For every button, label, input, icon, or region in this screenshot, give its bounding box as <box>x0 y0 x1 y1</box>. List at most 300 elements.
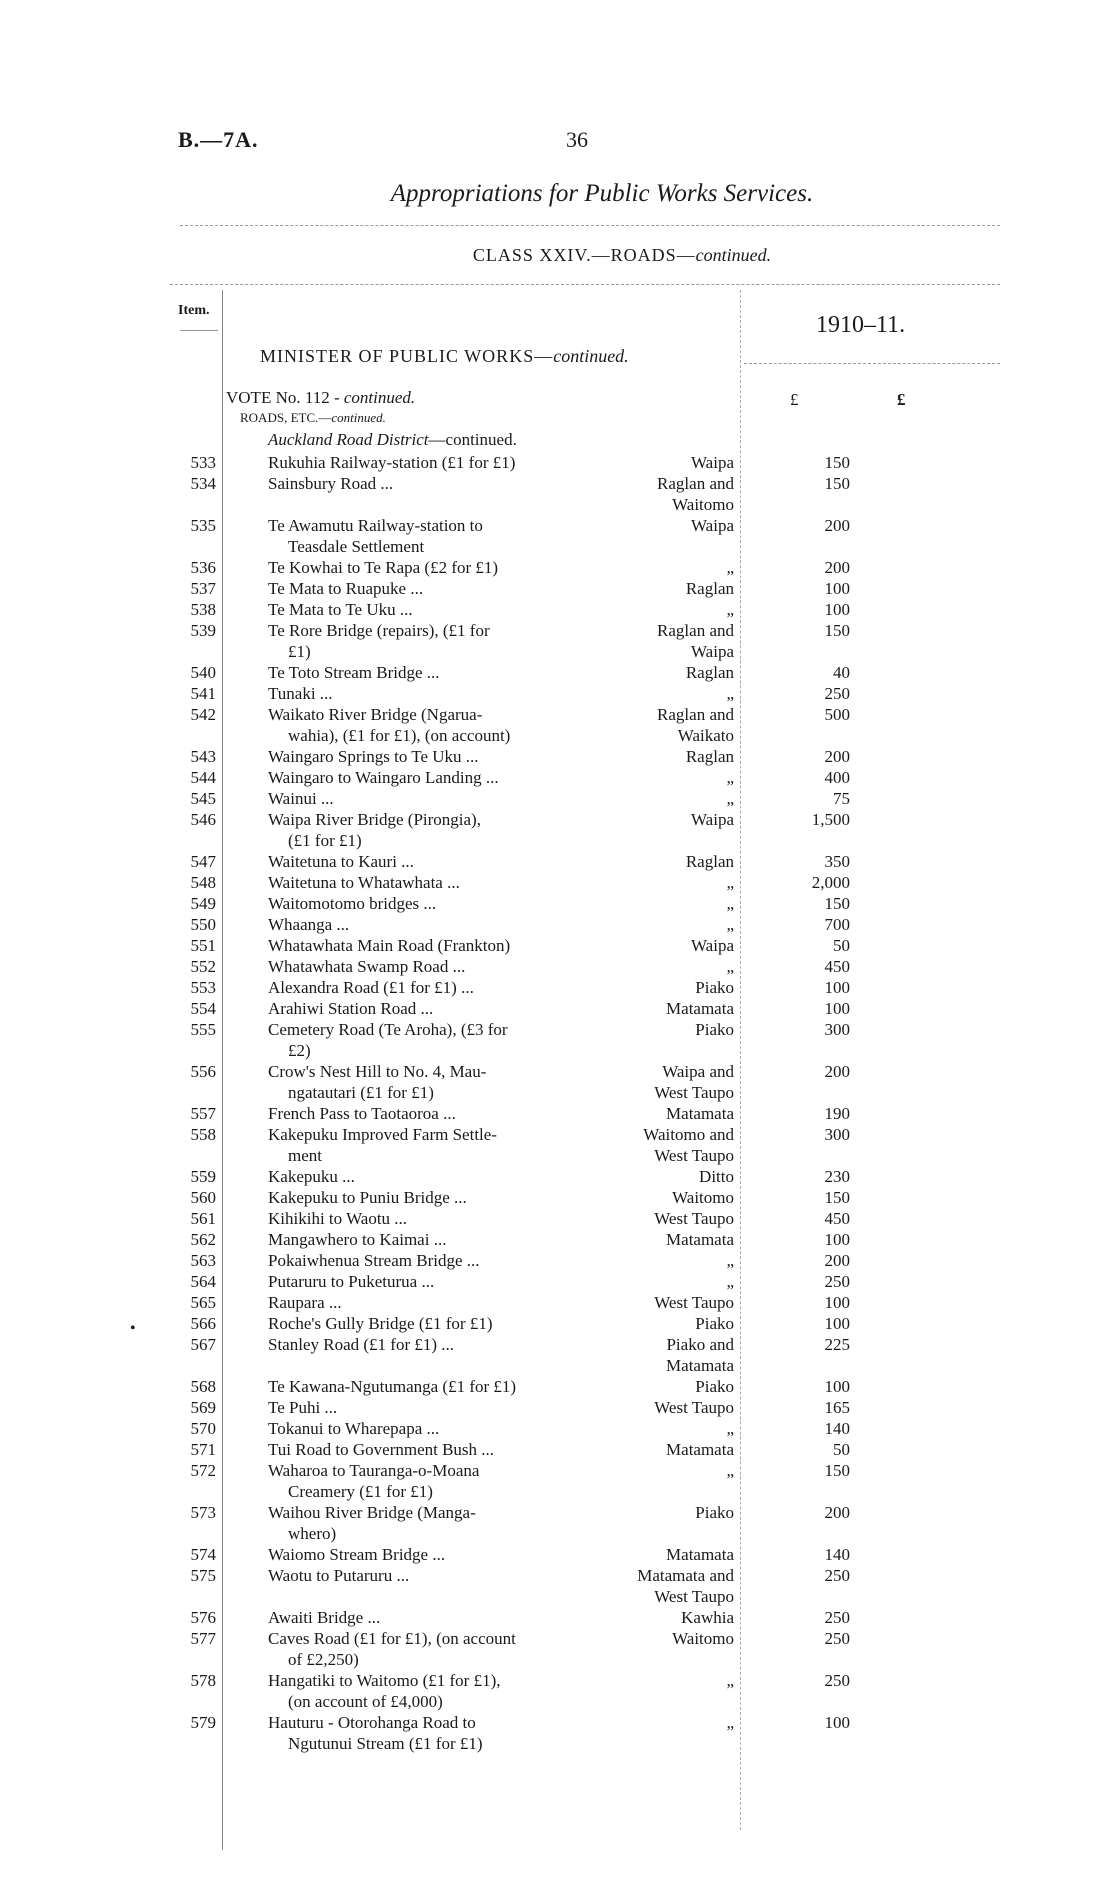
item-number: 568 <box>190 1377 216 1396</box>
electoral-district-line: West Taupo <box>654 1398 734 1417</box>
road-name-line: Hangatiki to Waitomo (£1 for £1), <box>268 1671 501 1690</box>
amount: 250 <box>824 1272 850 1291</box>
road-name <box>268 1418 586 1439</box>
table-row <box>0 893 1114 914</box>
road-name-line: Waingaro to Waingaro Landing ... <box>268 768 499 787</box>
road-name <box>268 851 586 872</box>
electoral-district <box>594 1334 734 1376</box>
table-row <box>0 788 1114 809</box>
road-name-line: ment <box>288 1146 322 1165</box>
item-number: 565 <box>190 1293 216 1312</box>
road-name-line: Cemetery Road (Te Aroha), (£3 for <box>268 1020 508 1039</box>
amount: 40 <box>833 663 850 682</box>
road-name-line: Raupara ... <box>268 1293 342 1312</box>
electoral-district-line: Kawhia <box>681 1608 734 1627</box>
page-title: Appropriations for Public Works Services. <box>390 180 814 207</box>
amount: 700 <box>824 915 850 934</box>
vote-label: VOTE No. 112 - <box>226 388 344 407</box>
table-top-rule <box>170 284 1000 285</box>
table-row <box>0 1607 1114 1628</box>
amount: 250 <box>824 1566 850 1585</box>
item-number: 578 <box>190 1671 216 1690</box>
item-number: 555 <box>190 1020 216 1039</box>
table-row <box>0 935 1114 956</box>
table-row <box>0 851 1114 872</box>
item-number: 559 <box>190 1167 216 1186</box>
road-name <box>268 1313 586 1334</box>
road-name-line: £1) <box>288 642 311 661</box>
road-name <box>268 1670 586 1712</box>
road-name-line: Wainui ... <box>268 789 334 808</box>
electoral-district <box>594 872 734 893</box>
title-rule <box>180 225 1000 226</box>
electoral-district <box>594 1208 734 1229</box>
table-row <box>0 1544 1114 1565</box>
amount: 200 <box>824 1251 850 1270</box>
road-name-line: French Pass to Taotaoroa ... <box>268 1104 456 1123</box>
electoral-district-line: „ <box>726 768 734 787</box>
item-number: 572 <box>190 1461 216 1480</box>
road-name-line: Kakepuku Improved Farm Settle- <box>268 1125 497 1144</box>
item-number: 556 <box>190 1062 216 1081</box>
amount: 500 <box>824 705 850 724</box>
amount: 200 <box>824 747 850 766</box>
electoral-district <box>594 1397 734 1418</box>
electoral-district-line: Matamata <box>666 1356 734 1375</box>
minister-continued: continued. <box>553 346 629 366</box>
electoral-district <box>594 1061 734 1103</box>
district-label: Auckland Road District <box>268 430 429 449</box>
class-label: CLASS XXIV.—ROADS— <box>472 245 696 265</box>
table-row <box>0 872 1114 893</box>
road-name-line: Ngutunui Stream (£1 for £1) <box>288 1734 483 1753</box>
road-name-line: Waitomotomo bridges ... <box>268 894 437 913</box>
table-row <box>0 1103 1114 1124</box>
item-number: 567 <box>190 1335 216 1354</box>
road-name-line: Kakepuku to Puniu Bridge ... <box>268 1188 467 1207</box>
table-row <box>0 662 1114 683</box>
road-name-line: Kihikihi to Waotu ... <box>268 1209 408 1228</box>
year-heading-underline <box>744 363 1000 364</box>
electoral-district <box>594 1544 734 1565</box>
road-name-line: Putaruru to Puketurua ... <box>268 1272 435 1291</box>
amount: 100 <box>824 1293 850 1312</box>
table-row <box>0 704 1114 746</box>
electoral-district-line: Raglan and <box>657 705 734 724</box>
road-name-line: Mangawhero to Kaimai ... <box>268 1230 447 1249</box>
item-heading-underline <box>180 330 218 331</box>
amount: 150 <box>824 621 850 640</box>
item-number: 577 <box>190 1629 216 1648</box>
amount: 100 <box>824 1314 850 1333</box>
electoral-district <box>594 1565 734 1607</box>
amount: 250 <box>824 1629 850 1648</box>
road-name <box>268 473 586 494</box>
currency-symbol-col2: £ <box>897 390 906 409</box>
road-name <box>268 1166 586 1187</box>
table-row <box>0 1313 1114 1334</box>
electoral-district-line: Piako <box>695 1503 734 1522</box>
appropriation-table-body <box>0 452 1114 1754</box>
road-name-line: Kakepuku ... <box>268 1167 355 1186</box>
amount: 1,500 <box>811 810 850 829</box>
table-row <box>0 1187 1114 1208</box>
table-row <box>0 809 1114 851</box>
table-row <box>0 452 1114 473</box>
electoral-district-line: „ <box>726 1419 734 1438</box>
electoral-district <box>594 1103 734 1124</box>
electoral-district <box>594 662 734 683</box>
electoral-district-line: Piako <box>695 1020 734 1039</box>
road-name <box>268 1103 586 1124</box>
electoral-district-line: Waitomo <box>672 1188 734 1207</box>
electoral-district-line: „ <box>726 894 734 913</box>
electoral-district-line: „ <box>726 1251 734 1270</box>
electoral-district <box>594 473 734 515</box>
margin-mark: • <box>130 1320 136 1337</box>
electoral-district-line: Waipa <box>691 516 734 535</box>
road-name <box>268 599 586 620</box>
road-name-line: Whaanga ... <box>268 915 350 934</box>
electoral-district-line: Raglan <box>685 747 734 766</box>
electoral-district-line: Piako <box>695 1377 734 1396</box>
table-row <box>0 1502 1114 1544</box>
electoral-district-line: Waipa <box>691 642 734 661</box>
minister-label: MINISTER OF PUBLIC WORKS— <box>260 346 554 366</box>
electoral-district <box>594 956 734 977</box>
road-name-line: Te Kowhai to Te Rapa (£2 for £1) <box>268 558 499 577</box>
item-number: 562 <box>190 1230 216 1249</box>
electoral-district <box>594 1502 734 1523</box>
table-row <box>0 1019 1114 1061</box>
road-name-line: whero) <box>288 1524 337 1543</box>
table-row <box>0 1712 1114 1754</box>
item-number: 558 <box>190 1125 216 1144</box>
item-number: 550 <box>190 915 216 934</box>
item-number: 574 <box>190 1545 216 1564</box>
amount: 150 <box>824 1188 850 1207</box>
electoral-district-line: Waipa and <box>662 1062 734 1081</box>
item-number: 569 <box>190 1398 216 1417</box>
table-row <box>0 914 1114 935</box>
item-number: 545 <box>190 789 216 808</box>
table-row <box>0 473 1114 515</box>
table-row <box>0 767 1114 788</box>
amount: 300 <box>824 1125 850 1144</box>
vote-heading <box>226 388 415 408</box>
road-name-line: of £2,250) <box>288 1650 359 1669</box>
road-name <box>268 872 586 893</box>
road-name-line: Waotu to Putaruru ... <box>268 1566 410 1585</box>
table-row <box>0 956 1114 977</box>
amount: 250 <box>824 1671 850 1690</box>
road-name <box>268 1271 586 1292</box>
electoral-district <box>594 1187 734 1208</box>
table-row <box>0 746 1114 767</box>
electoral-district <box>594 1376 734 1397</box>
electoral-district-line: Piako and <box>666 1335 734 1354</box>
road-name-line: Creamery (£1 for £1) <box>288 1482 433 1501</box>
table-row <box>0 977 1114 998</box>
roads-label: ROADS, ETC.— <box>240 410 332 425</box>
road-name-line: Te Kawana-Ngutumanga (£1 for £1) <box>268 1377 517 1396</box>
amount: 75 <box>833 789 850 808</box>
amount: 50 <box>833 1440 850 1459</box>
electoral-district <box>594 1313 734 1334</box>
electoral-district <box>594 1439 734 1460</box>
electoral-district <box>594 998 734 1019</box>
item-number: 542 <box>190 705 216 724</box>
road-name-line: Te Puhi ... <box>268 1398 338 1417</box>
item-number: 548 <box>190 873 216 892</box>
road-name-line: Te Awamutu Railway-station to <box>268 516 483 535</box>
item-number: 570 <box>190 1419 216 1438</box>
table-row <box>0 1565 1114 1607</box>
item-number: 551 <box>190 936 216 955</box>
electoral-district-line: Matamata and <box>637 1566 734 1585</box>
road-name-line: Waipa River Bridge (Pirongia), <box>268 810 481 829</box>
item-number: 563 <box>190 1251 216 1270</box>
electoral-district-line: „ <box>726 1461 734 1480</box>
roads-subheading <box>240 410 386 426</box>
amount: 200 <box>824 558 850 577</box>
year-column-heading: 1910–11. <box>816 312 906 338</box>
item-number: 534 <box>190 474 216 493</box>
electoral-district-line: Waitomo <box>672 495 734 514</box>
road-name-line: Rukuhia Railway-station (£1 for £1) <box>268 453 516 472</box>
electoral-district <box>594 599 734 620</box>
road-name <box>268 1502 586 1544</box>
road-name-line: Hauturu - Otorohanga Road to <box>268 1713 476 1732</box>
item-number: 535 <box>190 516 216 535</box>
road-name-line: Tui Road to Government Bush ... <box>268 1440 495 1459</box>
table-row <box>0 1166 1114 1187</box>
class-heading <box>0 245 1114 266</box>
table-row <box>0 1250 1114 1271</box>
road-name-line: £2) <box>288 1041 311 1060</box>
road-name <box>268 1334 586 1355</box>
road-name <box>268 788 586 809</box>
electoral-district-line: Waikato <box>677 726 734 745</box>
road-name <box>268 1628 586 1670</box>
electoral-district-line: Waipa <box>691 936 734 955</box>
road-name <box>268 452 586 473</box>
road-name-line: Whatawhata Main Road (Frankton) <box>268 936 511 955</box>
road-name-line: Whatawhata Swamp Road ... <box>268 957 466 976</box>
road-name <box>268 1124 586 1166</box>
road-name <box>268 956 586 977</box>
road-name-line: Waiomo Stream Bridge ... <box>268 1545 446 1564</box>
table-row <box>0 599 1114 620</box>
item-number: 536 <box>190 558 216 577</box>
electoral-district <box>594 1712 734 1733</box>
electoral-district <box>594 1166 734 1187</box>
road-name-line: (£1 for £1) <box>288 831 362 850</box>
electoral-district-line: West Taupo <box>654 1293 734 1312</box>
electoral-district-line: „ <box>726 600 734 619</box>
item-number: 538 <box>190 600 216 619</box>
electoral-district-line: „ <box>726 558 734 577</box>
road-name <box>268 1208 586 1229</box>
amount: 150 <box>824 1461 850 1480</box>
electoral-district-line: Waitomo <box>672 1629 734 1648</box>
table-row <box>0 578 1114 599</box>
amount: 200 <box>824 1503 850 1522</box>
amount: 250 <box>824 1608 850 1627</box>
road-name <box>268 1229 586 1250</box>
electoral-district <box>594 1271 734 1292</box>
page-number: 36 <box>566 127 588 152</box>
road-name <box>268 620 586 662</box>
road-name-line: wahia), (£1 for £1), (on account) <box>288 726 511 745</box>
class-continued: continued. <box>695 245 772 265</box>
amount: 100 <box>824 1377 850 1396</box>
electoral-district-line: West Taupo <box>654 1083 734 1102</box>
electoral-district <box>594 746 734 767</box>
road-name <box>268 1250 586 1271</box>
amount: 50 <box>833 936 850 955</box>
item-number: 557 <box>190 1104 216 1123</box>
road-name-line: Te Mata to Ruapuke ... <box>268 579 424 598</box>
amount: 225 <box>824 1335 850 1354</box>
item-column-heading: Item. <box>178 303 210 318</box>
road-name <box>268 914 586 935</box>
electoral-district-line: „ <box>726 957 734 976</box>
table-row <box>0 1460 1114 1502</box>
item-number: 543 <box>190 747 216 766</box>
electoral-district <box>594 452 734 473</box>
amount: 150 <box>824 474 850 493</box>
amount: 230 <box>824 1167 850 1186</box>
electoral-district-line: Raglan and <box>657 621 734 640</box>
electoral-district <box>594 914 734 935</box>
amount: 2,000 <box>811 873 850 892</box>
electoral-district-line: „ <box>726 873 734 892</box>
electoral-district-line: „ <box>726 1671 734 1690</box>
electoral-district-line: „ <box>726 915 734 934</box>
electoral-district <box>594 767 734 788</box>
item-number: 566 <box>190 1314 216 1333</box>
amount: 400 <box>824 768 850 787</box>
electoral-district <box>594 1628 734 1649</box>
electoral-district-line: Matamata <box>666 999 734 1018</box>
road-name-line: Waitetuna to Kauri ... <box>268 852 414 871</box>
electoral-district <box>594 1418 734 1439</box>
road-name-line: Te Toto Stream Bridge ... <box>268 663 440 682</box>
road-name <box>268 557 586 578</box>
item-number: 549 <box>190 894 216 913</box>
electoral-district <box>594 977 734 998</box>
electoral-district-line: Waipa <box>691 810 734 829</box>
amount: 200 <box>824 516 850 535</box>
electoral-district <box>594 1124 734 1166</box>
road-name <box>268 1460 586 1502</box>
currency-symbol-col1: £ <box>790 390 799 409</box>
electoral-district-line: Waitomo and <box>643 1125 734 1144</box>
road-name-line: Teasdale Settlement <box>288 537 425 556</box>
item-number: 553 <box>190 978 216 997</box>
road-name-line: Alexandra Road (£1 for £1) ... <box>268 978 474 997</box>
electoral-district-line: Matamata <box>666 1104 734 1123</box>
amount: 100 <box>824 600 850 619</box>
road-name <box>268 704 586 746</box>
road-name-line: Sainsbury Road ... <box>268 474 394 493</box>
road-name <box>268 1292 586 1313</box>
road-name <box>268 977 586 998</box>
amount: 140 <box>824 1419 850 1438</box>
electoral-district <box>594 893 734 914</box>
amount: 100 <box>824 978 850 997</box>
road-name-line: ngatautari (£1 for £1) <box>288 1083 434 1102</box>
electoral-district-line: Raglan <box>685 852 734 871</box>
road-name <box>268 1544 586 1565</box>
road-name-line: Stanley Road (£1 for £1) ... <box>268 1335 455 1354</box>
electoral-district <box>594 935 734 956</box>
electoral-district <box>594 1292 734 1313</box>
table-row <box>0 1670 1114 1712</box>
road-name <box>268 1061 586 1103</box>
electoral-district-line: Matamata <box>666 1545 734 1564</box>
road-name-line: (on account of £4,000) <box>288 1692 443 1711</box>
amount: 190 <box>824 1104 850 1123</box>
electoral-district <box>594 515 734 536</box>
road-name-line: Waingaro Springs to Te Uku ... <box>268 747 479 766</box>
electoral-district <box>594 683 734 704</box>
electoral-district-line: „ <box>726 1713 734 1732</box>
amount: 300 <box>824 1020 850 1039</box>
item-number: 537 <box>190 579 216 598</box>
electoral-district <box>594 1019 734 1040</box>
road-name <box>268 1397 586 1418</box>
table-row <box>0 1376 1114 1397</box>
electoral-district-line: Raglan and <box>657 474 734 493</box>
road-name-line: Crow's Nest Hill to No. 4, Mau- <box>268 1062 487 1081</box>
road-name <box>268 1439 586 1460</box>
electoral-district <box>594 1229 734 1250</box>
item-number: 564 <box>190 1272 216 1291</box>
amount: 350 <box>824 852 850 871</box>
table-row <box>0 557 1114 578</box>
road-name-line: Roche's Gully Bridge (£1 for £1) <box>268 1314 493 1333</box>
item-number: 533 <box>190 453 216 472</box>
electoral-district-line: „ <box>726 1272 734 1291</box>
vote-continued: continued. <box>343 388 416 407</box>
table-row <box>0 1439 1114 1460</box>
electoral-district-line: „ <box>726 684 734 703</box>
electoral-district-line: West Taupo <box>654 1587 734 1606</box>
amount: 150 <box>824 894 850 913</box>
table-row <box>0 1628 1114 1670</box>
table-row <box>0 1334 1114 1376</box>
roads-continued: continued. <box>331 410 386 425</box>
electoral-district <box>594 578 734 599</box>
electoral-district <box>594 620 734 662</box>
electoral-district-line: Raglan <box>685 579 734 598</box>
electoral-district <box>594 704 734 746</box>
amount: 450 <box>824 1209 850 1228</box>
item-number: 575 <box>190 1566 216 1585</box>
electoral-district-line: Ditto <box>699 1167 734 1186</box>
road-name-line: Caves Road (£1 for £1), (on account <box>268 1629 516 1648</box>
electoral-district-line: Raglan <box>685 663 734 682</box>
electoral-district <box>594 1670 734 1691</box>
electoral-district-line: Waipa <box>691 453 734 472</box>
minister-heading <box>260 346 629 367</box>
road-name <box>268 515 586 557</box>
road-name-line: Arahiwi Station Road ... <box>268 999 434 1018</box>
road-name <box>268 767 586 788</box>
road-name <box>268 893 586 914</box>
